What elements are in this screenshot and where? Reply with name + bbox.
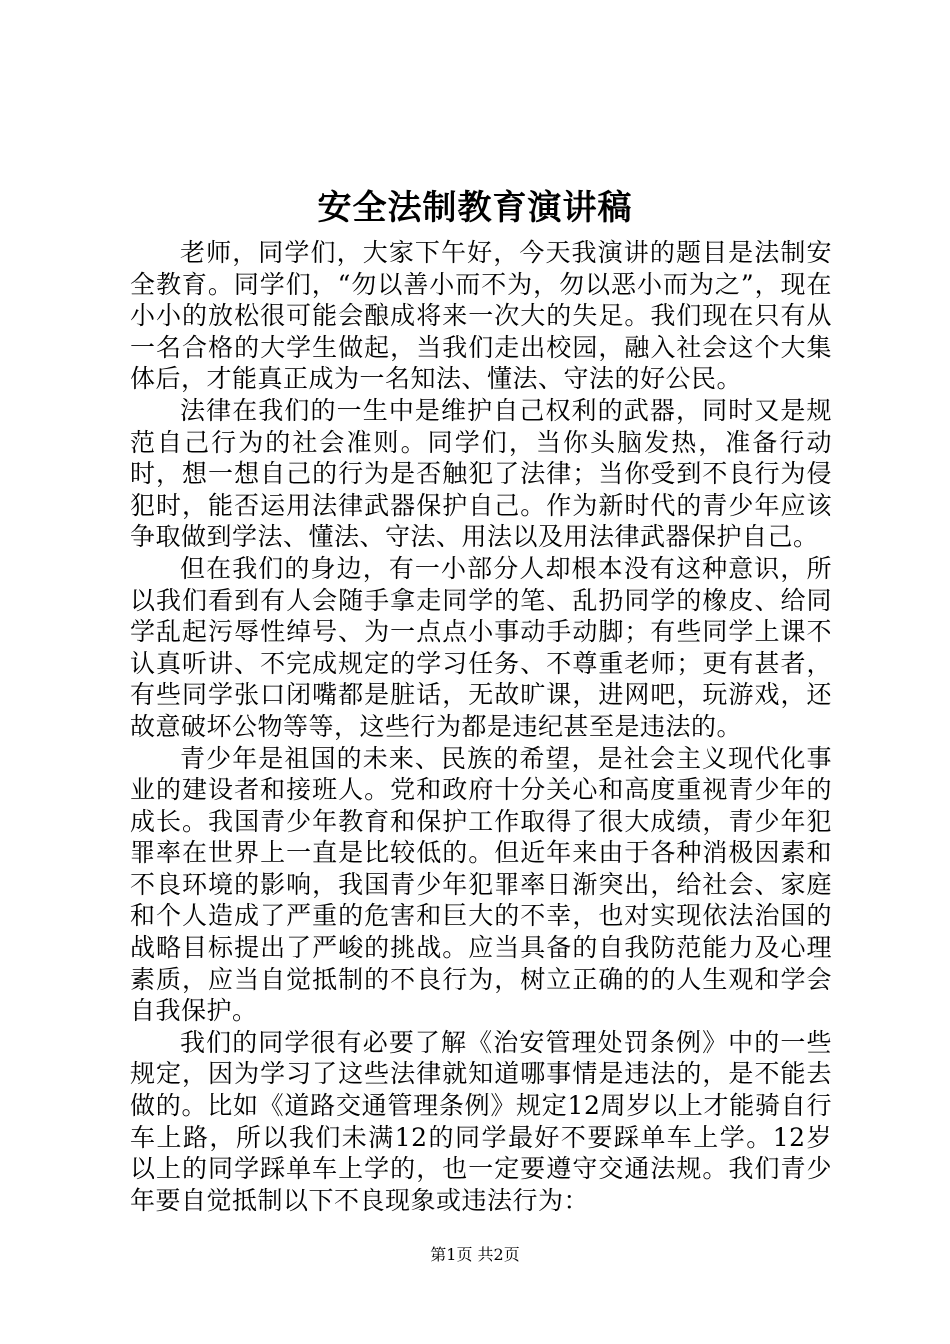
paragraph-2: 法律在我们的一生中是维护自己权利的武器，同时又是规范自己行为的社会准则。同学们，当你头脑发热，准备行动时，想一想自己的行为是否触犯了法律；当你受到不良行为侵犯时，能否运用法律武器保护自己。作为新时代的青少年应该争取做到学法、懂法、守法、用法以及用法律武器保护自己。 <box>130 395 832 552</box>
page-footer: 第1页 共2页 <box>430 1245 520 1264</box>
paragraph-3: 但在我们的身边，有一小部分人却根本没有这种意识，所以我们看到有人会随手拿走同学的笔、乱扔同学的橡皮、给同学乱起污辱性绰号、为一点点小事动手动脚；有些同学上课不认真听讲、不完成规定的学习任务、不尊重老师；更有甚者，有些同学张口闭嘴都是脏话，无故旷课，进网吧，玩游戏，还故意破坏公物等等，这些行为都是违纪甚至是违法的。 <box>130 553 832 741</box>
paragraph-5: 我们的同学很有必要了解《治安管理处罚条例》中的一些规定，因为学习了这些法律就知道哪事情是违法的，是不能去做的。比如《道路交通管理条例》规定12周岁以上才能骑自行车上路，所以我们未满12的同学最好不要踩单车上学。12岁以上的同学踩单车上学的，也一定要遵守交通法规。我们青少年要自觉抵制以下不良现象或违法行为： <box>130 1027 832 1215</box>
document-body <box>130 237 832 1216</box>
document-title: 安全法制教育演讲稿 <box>317 188 633 228</box>
paragraph-1: 老师，同学们，大家下午好，今天我演讲的题目是法制安全教育。同学们，“勿以善小而不为，勿以恶小而为之”，现在小小的放松很可能会酿成将来一次大的失足。我们现在只有从一名合格的大学生做起，当我们走出校园，融入社会这个大集体后，才能真正成为一名知法、懂法、守法的好公民。 <box>130 238 832 394</box>
paragraph-4: 青少年是祖国的未来、民族的希望，是社会主义现代化事业的建设者和接班人。党和政府十分关心和高度重视青少年的成长。我国青少年教育和保护工作取得了很大成绩，青少年犯罪率在世界上一直是比较低的。但近年来由于各种消极因素和不良环境的影响，我国青少年犯罪率日渐突出，给社会、家庭和个人造成了严重的危害和巨大的不幸，也对实现依法治国的战略目标提出了严峻的挑战。应当具备的自我防范能力及心理素质，应当自觉抵制的不良行为，树立正确的的人生观和学会自我保护。 <box>130 743 832 1026</box>
